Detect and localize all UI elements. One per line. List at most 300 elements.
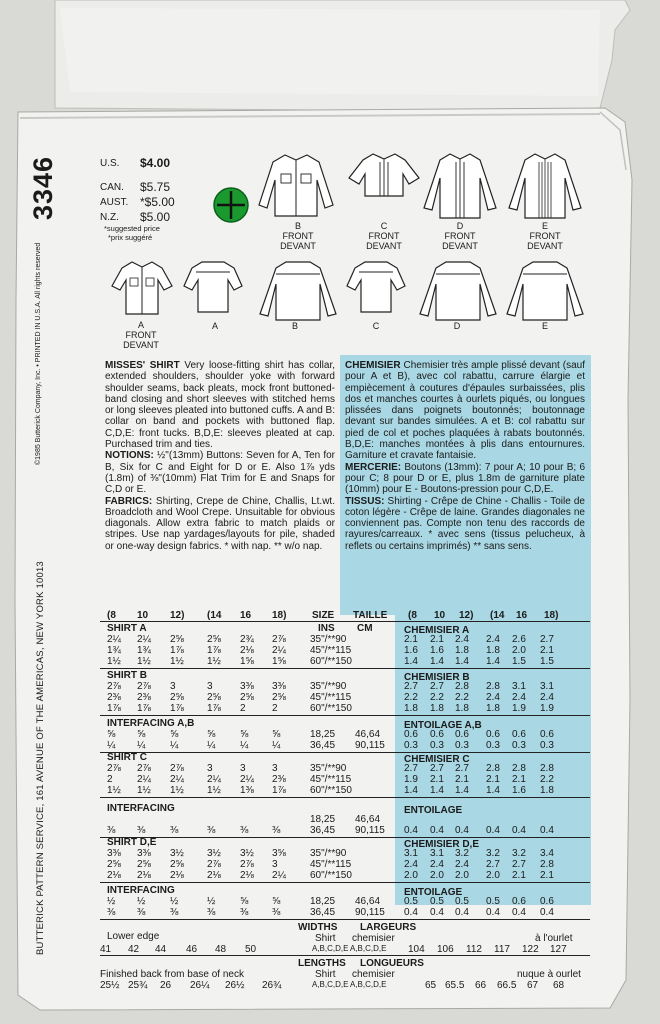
yardage-cell: 2⅛: [137, 870, 151, 881]
meter-cell: 0.3: [430, 740, 444, 751]
meter-cell: 1.9: [512, 703, 526, 714]
meter-cell: 0.3: [512, 740, 526, 751]
meter-cell: 1.8: [540, 785, 554, 796]
block-label-fr: ENTOILAGE: [404, 805, 463, 816]
meter-cell: 2.7: [455, 763, 469, 774]
yardage-cell: 2⅞: [170, 763, 184, 774]
meter-cell: 1.6: [430, 645, 444, 656]
copyright-text: ©1985 Butterick Company, Inc. • PRINTED IN U.S.A. All rights reserved: [35, 242, 42, 465]
yardage-cell: ⅜: [107, 907, 116, 918]
meter-cell: 2.1: [512, 870, 526, 881]
yardage-cell: 2⅝: [170, 859, 184, 870]
lengths-label: LENGTHS: [298, 958, 346, 969]
yardage-cell: ⅜: [137, 825, 146, 836]
meter-cell: 1.5: [540, 656, 554, 667]
meter-cell: 2.0: [486, 870, 500, 881]
meter-cell: 2.4: [540, 692, 554, 703]
size-header-cell: 12): [170, 610, 185, 621]
widths-chemisier-views: A,B,C,D,E: [350, 944, 387, 953]
price-label-nz: N.Z.: [100, 212, 119, 223]
longueur-value: 65: [425, 980, 437, 991]
divider: [100, 668, 590, 669]
meter-cell: 3.2: [512, 848, 526, 859]
meter-cell: 2.7: [404, 681, 418, 692]
meter-cell: 2.1: [455, 774, 469, 785]
cm-width-cell: 46,64: [355, 896, 381, 907]
yardage-cell: 1½: [170, 656, 184, 667]
yardage-cell: ⅜: [137, 907, 146, 918]
block-label: INTERFACING A,B: [107, 718, 195, 729]
yardage-cell: 2⅝: [170, 634, 184, 645]
view-label-a-front: A FRONT DEVANT: [123, 320, 159, 350]
meter-cell: 1.4: [404, 785, 418, 796]
cm-width-cell: 90,115: [355, 740, 385, 751]
size-header-cell: (8: [107, 610, 116, 621]
yardage-cell: 2: [240, 703, 246, 714]
yardage-cell: 2¼: [272, 870, 286, 881]
meter-cell: 2.1: [540, 870, 554, 881]
yardage-cell: 2⅝: [207, 692, 221, 703]
yardage-cell: 1½: [207, 656, 221, 667]
yardage-cell: 2¼: [137, 774, 151, 785]
divider: [100, 955, 590, 956]
divider: [100, 621, 590, 622]
meter-cell: 3.1: [430, 848, 444, 859]
yardage-cell: ⅜: [207, 825, 216, 836]
yardage-cell: 3½: [207, 848, 221, 859]
ins-label: INS: [318, 623, 335, 634]
block-label: INTERFACING: [107, 803, 175, 814]
yardage-cell: 3: [207, 763, 213, 774]
yardage-cell: 3⅝: [272, 848, 286, 859]
meter-cell: 3.4: [540, 848, 554, 859]
yardage-cell: 3½: [240, 848, 254, 859]
meter-cell: 2.0: [430, 870, 444, 881]
yardage-cell: 2¼: [107, 634, 121, 645]
meter-cell: 2.4: [455, 859, 469, 870]
meter-cell: 2.4: [404, 859, 418, 870]
yardage-cell: 2⅞: [107, 681, 121, 692]
width-cell: 45"/**115: [310, 645, 352, 656]
divider: [100, 837, 590, 838]
width-cell: 60"/**150: [310, 656, 352, 667]
meter-cell: 0.4: [430, 825, 444, 836]
view-label-e: E FRONT DEVANT: [527, 221, 563, 251]
misses-shirt-title: MISSES' SHIRT: [105, 360, 180, 371]
yardage-cell: 2⅞: [207, 859, 221, 870]
yardage-cell: ⅜: [170, 825, 179, 836]
meter-cell: 2.0: [455, 870, 469, 881]
yardage-cell: ¼: [170, 740, 179, 751]
yardage-cell: ⅜: [240, 825, 249, 836]
width-cell: 45"/**115: [310, 774, 352, 785]
meter-cell: 0.5: [430, 896, 444, 907]
width-cell: 35"/**90: [310, 681, 347, 692]
yardage-cell: ¼: [240, 740, 249, 751]
yardage-cell: 2⅛: [107, 870, 121, 881]
block-label-fr: ENTOILAGE: [404, 887, 463, 898]
meter-cell: 3.1: [540, 681, 554, 692]
yardage-cell: 2⅜: [107, 692, 121, 703]
yardage-cell: ⅝: [207, 729, 216, 740]
suggested-price-note: *suggested price: [104, 224, 160, 233]
width-cell: 35"/**90: [310, 634, 347, 645]
price-aust: *$5.00: [140, 195, 175, 209]
width-cell: 35"/**90: [310, 848, 347, 859]
shirt-d-back-drawing: [418, 258, 498, 324]
yardage-cell: 2¼: [170, 774, 184, 785]
meter-cell: 2.4: [455, 634, 469, 645]
block-label: SHIRT B: [107, 670, 147, 681]
yardage-cell: 2⅛: [207, 870, 221, 881]
price-label-can: CAN.: [100, 182, 124, 193]
yardage-cell: 1½: [107, 785, 121, 796]
meter-cell: 2.2: [430, 692, 444, 703]
meter-cell: 2.2: [540, 774, 554, 785]
yardage-cell: 2¼: [240, 774, 254, 785]
chemisier-title: CHEMISIER: [345, 360, 401, 371]
largeur-value: 127: [550, 944, 567, 955]
widths-chemisier-label: chemisier: [352, 933, 395, 944]
largeur-value: 122: [522, 944, 539, 955]
cm-width-cell: 90,115: [355, 825, 385, 836]
width-cell: 36,45: [310, 825, 336, 836]
meter-cell: 0.6: [512, 729, 526, 740]
taille-header-cell: 10: [434, 610, 446, 621]
meter-cell: 0.4: [540, 907, 554, 918]
meter-cell: 1.9: [404, 774, 418, 785]
size-header-cell: 10: [137, 610, 149, 621]
meter-cell: 0.4: [486, 907, 500, 918]
tissus-label: TISSUS:: [345, 495, 385, 507]
lengths-chemisier-label: chemisier: [352, 969, 395, 980]
cm-width-cell: 46,64: [355, 814, 381, 825]
yardage-cell: 2⅞: [107, 763, 121, 774]
block-label: SHIRT A: [107, 623, 147, 634]
length-value: 26: [160, 980, 172, 991]
yardage-cell: 3⅜: [240, 681, 254, 692]
meter-cell: 1.4: [455, 785, 469, 796]
meter-cell: 3.2: [455, 848, 469, 859]
meter-cell: 2.8: [486, 681, 500, 692]
taille-header-cell: (14: [490, 610, 505, 621]
size-header-cell: (14: [207, 610, 222, 621]
divider: [100, 882, 590, 883]
yardage-cell: ⅝: [240, 896, 249, 907]
price-label-aust: AUST.: [100, 197, 129, 208]
yardage-cell: ⅝: [170, 729, 179, 740]
view-label-c-back: C: [372, 321, 380, 331]
company-address: BUTTERICK PATTERN SERVICE, 161 AVENUE OF THE AMERICAS, NEW YORK 10013: [35, 561, 46, 955]
yardage-cell: ⅝: [107, 729, 116, 740]
yardage-cell: 2⅞: [137, 681, 151, 692]
shirt-d-front-drawing: [420, 150, 500, 222]
yardage-cell: 1⅞: [272, 785, 286, 796]
block-label-fr: CHEMISIER B: [404, 672, 470, 683]
meter-cell: 0.4: [455, 907, 469, 918]
yardage-cell: ⅜: [170, 907, 179, 918]
width-value: 41: [100, 944, 112, 955]
width-value: 50: [245, 944, 257, 955]
meter-cell: 2.7: [430, 763, 444, 774]
width-cell: 36,45: [310, 907, 336, 918]
yardage-cell: 2⅝: [272, 692, 286, 703]
block-label-fr: ENTOILAGE A,B: [404, 720, 482, 731]
meter-cell: 1.4: [430, 785, 444, 796]
yardage-cell: 2⅞: [272, 634, 286, 645]
block-label: INTERFACING: [107, 885, 175, 896]
lengths-shirt-label: Shirt: [315, 969, 336, 980]
yardage-cell: 1½: [207, 785, 221, 796]
view-label-d: D FRONT DEVANT: [442, 221, 478, 251]
meter-cell: 0.3: [404, 740, 418, 751]
yardage-cell: ⅝: [272, 896, 281, 907]
longueur-value: 66: [475, 980, 487, 991]
meter-cell: 1.5: [512, 656, 526, 667]
longueur-value: 65.5: [445, 980, 465, 991]
nuque-label: nuque à ourlet: [517, 969, 581, 980]
meter-cell: 1.4: [455, 656, 469, 667]
yardage-cell: 3: [207, 681, 213, 692]
yardage-cell: ⅜: [207, 907, 216, 918]
yardage-cell: ¼: [137, 740, 146, 751]
yardage-cell: 3⅜: [107, 848, 121, 859]
meter-cell: 1.8: [455, 645, 469, 656]
longueurs-label: LONGUEURS: [360, 958, 424, 969]
widths-shirt-label: Shirt: [315, 933, 336, 944]
yardage-cell: 2⅝: [170, 692, 184, 703]
yardage-cell: 2⅞: [137, 763, 151, 774]
lower-edge-label: Lower edge: [107, 931, 160, 942]
meter-cell: 0.6: [455, 729, 469, 740]
meter-cell: 0.4: [455, 825, 469, 836]
yardage-cell: 2⅛: [240, 870, 254, 881]
yardage-cell: ¼: [107, 740, 116, 751]
cm-width-cell: 90,115: [355, 907, 385, 918]
taille-header-cell: (8: [408, 610, 417, 621]
yardage-cell: 3: [240, 763, 246, 774]
yardage-cell: ⅝: [137, 729, 146, 740]
yardage-cell: ½: [170, 896, 179, 907]
meter-cell: 1.8: [486, 703, 500, 714]
meter-cell: 0.4: [430, 907, 444, 918]
yardage-cell: 2¾: [240, 634, 254, 645]
meter-cell: 1.4: [486, 785, 500, 796]
shirt-a-front-drawing: [110, 258, 174, 318]
meter-cell: 3.1: [404, 848, 418, 859]
yardage-cell: 1½: [170, 785, 184, 796]
cm-label: CM: [357, 623, 373, 634]
yardage-cell: 1⅝: [240, 656, 254, 667]
finished-back-label: Finished back from base of neck: [100, 969, 244, 980]
taille-header-cell: 12): [459, 610, 474, 621]
meter-cell: 0.5: [486, 896, 500, 907]
shirt-c-back-drawing: [345, 258, 407, 316]
block-label: SHIRT C: [107, 752, 147, 763]
yardage-cell: 1⅝: [272, 656, 286, 667]
view-label-c: C FRONT DEVANT: [366, 221, 402, 251]
price-nz: $5.00: [140, 210, 171, 224]
yardage-cell: ⅜: [107, 825, 116, 836]
meter-cell: 2.4: [512, 692, 526, 703]
view-label-d-back: D: [453, 321, 461, 331]
meter-cell: 0.4: [540, 825, 554, 836]
meter-cell: 0.4: [486, 825, 500, 836]
meter-cell: 0.5: [455, 896, 469, 907]
meter-cell: 2.4: [430, 859, 444, 870]
block-label-fr: CHEMISIER D,E: [404, 839, 480, 850]
yardage-cell: 2⅝: [207, 634, 221, 645]
meter-cell: 0.3: [486, 740, 500, 751]
meter-cell: 2.8: [540, 763, 554, 774]
size-header-cell: 16: [240, 610, 252, 621]
cm-width-cell: 46,64: [355, 729, 381, 740]
yardage-cell: ⅝: [240, 729, 249, 740]
meter-cell: 2.0: [404, 870, 418, 881]
meter-cell: 1.4: [430, 656, 444, 667]
price-label-us: U.S.: [100, 158, 120, 169]
yardage-cell: ⅜: [272, 907, 281, 918]
view-label-b: B FRONT DEVANT: [280, 221, 316, 251]
meter-cell: 3.1: [512, 681, 526, 692]
block-label-fr: CHEMISIER C: [404, 754, 470, 765]
view-label-b-back: B: [291, 321, 298, 331]
widths-label: WIDTHS: [298, 922, 338, 933]
yardage-cell: 2⅛: [170, 870, 184, 881]
yardage-cell: 2⅛: [240, 645, 254, 656]
meter-cell: 0.4: [512, 907, 526, 918]
prix-suggere-note: *prix suggéré: [108, 233, 153, 242]
width-cell: 36,45: [310, 740, 336, 751]
meter-cell: 2.4: [486, 634, 500, 645]
yardage-cell: 3: [170, 681, 176, 692]
meter-cell: 0.5: [404, 896, 418, 907]
yardage-cell: 2⅝: [240, 692, 254, 703]
meter-cell: 0.6: [540, 896, 554, 907]
yardage-cell: 3⅜: [272, 681, 286, 692]
meter-cell: 1.8: [486, 645, 500, 656]
pattern-number: 3346: [28, 155, 58, 220]
yardage-cell: ½: [207, 896, 216, 907]
view-label-a-back: A: [211, 321, 218, 331]
width-value: 46: [186, 944, 198, 955]
block-label-fr: CHEMISIER A: [404, 625, 470, 636]
yardage-cell: ⅜: [272, 825, 281, 836]
yardage-cell: 2⅝: [137, 859, 151, 870]
yardage-cell: 3: [272, 859, 278, 870]
meter-cell: 2.1: [430, 774, 444, 785]
yardage-cell: 3½: [170, 848, 184, 859]
meter-cell: 0.3: [540, 740, 554, 751]
meter-cell: 1.8: [455, 703, 469, 714]
longueur-value: 66.5: [497, 980, 517, 991]
meter-cell: 2.7: [512, 859, 526, 870]
meter-cell: 0.3: [455, 740, 469, 751]
yardage-cell: 3: [272, 763, 278, 774]
meter-cell: 1.8: [430, 703, 444, 714]
meter-cell: 2.1: [430, 634, 444, 645]
yardage-cell: 2¼: [137, 634, 151, 645]
taille-header-cell: 16: [516, 610, 528, 621]
shirt-c-front-drawing: [345, 150, 423, 200]
taille-header-cell: 18): [544, 610, 559, 621]
shirt-b-back-drawing: [258, 258, 338, 324]
notions-label: NOTIONS:: [105, 450, 154, 462]
yardage-cell: 1⅞: [107, 703, 121, 714]
yardage-cell: 2¼: [272, 645, 286, 656]
divider: [100, 919, 590, 920]
meter-cell: 1.4: [486, 656, 500, 667]
yardage-cell: 2: [272, 703, 278, 714]
yardage-cell: 1⅞: [170, 645, 184, 656]
largeurs-label: LARGEURS: [360, 922, 417, 933]
longueur-value: 67: [527, 980, 539, 991]
yardage-cell: 1⅞: [207, 703, 221, 714]
crosshair-icon: [212, 186, 250, 224]
length-value: 25½: [100, 980, 120, 991]
yardage-cell: 2: [107, 774, 113, 785]
shirt-e-front-drawing: [505, 150, 585, 222]
meter-cell: 2.8: [540, 859, 554, 870]
width-cell: 18,25: [310, 814, 336, 825]
block-label: SHIRT D,E: [107, 837, 157, 848]
width-cell: 35"/**90: [310, 763, 347, 774]
yardage-cell: 2⅝: [107, 859, 121, 870]
meter-cell: 0.6: [512, 896, 526, 907]
length-value: 26½: [225, 980, 245, 991]
yardage-cell: 2⅜: [137, 692, 151, 703]
yardage-cell: 2⅜: [272, 774, 286, 785]
yardage-cell: 1¾: [137, 645, 151, 656]
lengths-chemisier-views: A,B,C,D,E: [350, 980, 387, 989]
meter-cell: 2.7: [540, 634, 554, 645]
meter-cell: 3.2: [486, 848, 500, 859]
meter-cell: 0.4: [404, 825, 418, 836]
width-cell: 60"/**150: [310, 703, 352, 714]
yardage-cell: 2⅞: [240, 859, 254, 870]
meter-cell: 2.4: [486, 692, 500, 703]
size-label: SIZE: [312, 610, 335, 621]
width-value: 42: [128, 944, 140, 955]
meter-cell: 1.6: [512, 785, 526, 796]
meter-cell: 2.7: [430, 681, 444, 692]
meter-cell: 2.2: [455, 692, 469, 703]
price-can: $5.75: [140, 180, 171, 194]
meter-cell: 1.9: [540, 703, 554, 714]
yardage-cell: ¼: [272, 740, 281, 751]
width-cell: 60"/**150: [310, 870, 352, 881]
widths-shirt-views: A,B,C,D,E: [312, 944, 349, 953]
largeur-value: 106: [437, 944, 454, 955]
shirt-e-back-drawing: [505, 258, 585, 324]
meter-cell: 2.1: [486, 774, 500, 785]
fabrics-label: FABRICS:: [105, 495, 153, 507]
price-us: $4.00: [140, 156, 171, 170]
a-lourlet-label: à l'ourlet: [535, 933, 573, 944]
yardage-cell: 1⅞: [207, 645, 221, 656]
english-description: MISSES' SHIRT Very loose-fitting shirt has collar, extended shoulders, shoulder yoke with forward shoulder seams, back pleats, mock front buttoned-band closing and short sleeves with stitched hems or long sleeves pleated into buttoned cuffs. A and B: collar on band and pockets with buttoned flap. C,D,E: front tucks. B,D,E: sleeves pleated at cap. Purchased trim and ties. NOTIONS: ½"(13mm) Buttons: Seven for A, Ten for B, Six for C and Eight for D or E. Also 1⅞ yds (1.8m) of ⅜"(10mm) Flat Trim for E and Snaps for C,D or E. FABRICS: Shirting, Crepe de Chine, Challis, Lt.wt. Broadcloth and Wool Crepe. Unsuitable for obvious diagonals. Allow extra fabric to match plaids or stripes. Use nap yardages/layouts for pile, shaded or one-way design fabrics. * with nap. ** w/o nap.: [105, 360, 335, 552]
width-value: 48: [215, 944, 227, 955]
meter-cell: 0.4: [512, 825, 526, 836]
width-cell: 60"/**150: [310, 785, 352, 796]
size-header-cell: 18): [272, 610, 287, 621]
meter-cell: 2.8: [486, 763, 500, 774]
meter-cell: 2.0: [512, 645, 526, 656]
length-value: 26¾: [262, 980, 282, 991]
yardage-cell: ½: [137, 896, 146, 907]
lengths-shirt-views: A,B,C,D,E: [312, 980, 349, 989]
yardage-cell: 3⅜: [137, 848, 151, 859]
